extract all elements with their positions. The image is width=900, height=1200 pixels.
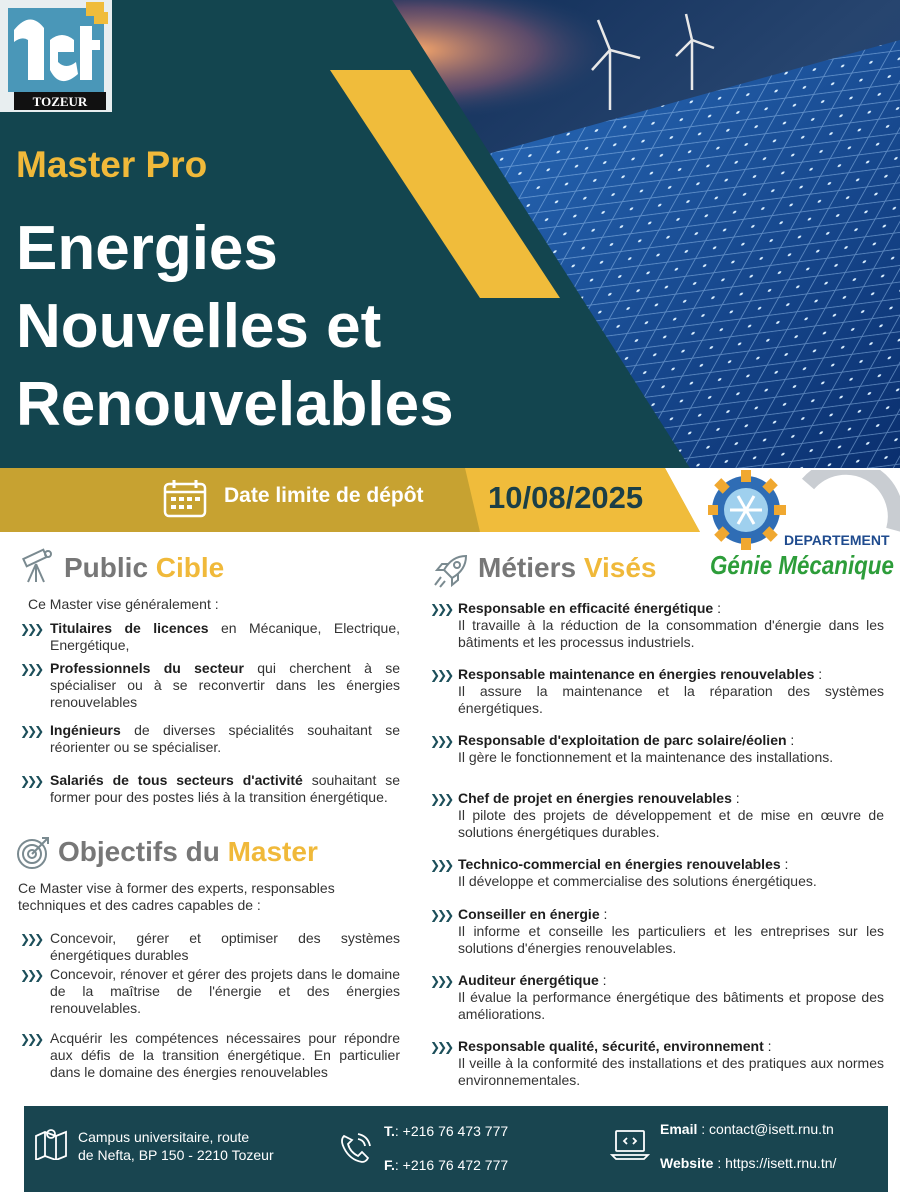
- list-item: ❯❯❯ Responsable d'exploitation de parc solaire/éolien : Il gère le fonctionnement et la maintenance des installations.: [430, 732, 834, 765]
- objectifs-title: [58, 836, 318, 868]
- title-line-3: Renouvelables: [16, 370, 454, 439]
- fax: [384, 1156, 508, 1174]
- chevron-icon: ❯❯❯: [430, 668, 452, 682]
- objectifs-list: [18, 930, 400, 1081]
- metiers-title-accent: Visés: [583, 552, 657, 583]
- email-link[interactable]: : contact@isett.rnu.tn: [697, 1121, 834, 1137]
- public-title-accent: Cible: [155, 552, 225, 583]
- fax-value[interactable]: : +216 76 472 777: [394, 1157, 509, 1173]
- logo-text: TOZEUR: [32, 94, 88, 109]
- list-item: ❯❯❯ Responsable en efficacité énergétique : Il travaille à la réduction de la consommation d'énergie dans les bâtiments et les processus industriels.: [430, 600, 884, 650]
- list-item: ❯❯❯ Ingénieurs de diverses spécialités souhaitant se réorienter ou se spécialiser.: [20, 722, 400, 755]
- title-line-1: Energies: [16, 214, 278, 283]
- list-item: ❯❯❯ Professionnels du secteur qui cherchent à se spécialiser ou à se reconvertir dans les énergies renouvelables: [20, 660, 400, 710]
- website-label: Website: [660, 1155, 714, 1171]
- email: [660, 1120, 834, 1138]
- public-title-main: Public: [64, 552, 149, 583]
- header-banner: [0, 0, 900, 468]
- tel-value[interactable]: : +216 76 473 777: [394, 1123, 509, 1139]
- phone-icon: [338, 1130, 374, 1166]
- chevron-icon: ❯❯❯: [430, 858, 452, 872]
- list-item: ❯❯❯ Chef de projet en énergies renouvelables : Il pilote des projets de développement et de mise en œuvre de solutions énergétiques durables.: [430, 790, 884, 840]
- rocket-icon: [432, 552, 470, 590]
- chevron-icon: ❯❯❯: [20, 774, 42, 788]
- metiers-title-main: Métiers: [478, 552, 577, 583]
- address-line-1: Campus universitaire, route: [78, 1129, 250, 1145]
- list-item: ❯❯❯ Auditeur énergétique : Il évalue la performance énergétique des bâtiments et propose des améliorations.: [430, 972, 884, 1022]
- calendar-icon: [162, 478, 208, 518]
- website-link[interactable]: : https://isett.rnu.tn/: [713, 1155, 837, 1171]
- list-item: ❯❯❯ Responsable qualité, sécurité, environnement : Il veille à la conformité des installations et des pratiques aux normes environnementales.: [430, 1038, 884, 1088]
- telescope-icon: [18, 548, 56, 586]
- chevron-icon: ❯❯❯: [430, 792, 452, 806]
- chevron-icon: ❯❯❯: [20, 1032, 42, 1046]
- list-item: ❯❯❯ Conseiller en énergie : Il informe et conseille les particuliers et les entreprises sur les solutions d'énergies renouvelables.: [430, 906, 884, 956]
- chevron-icon: ❯❯❯: [430, 908, 452, 922]
- list-item: ❯❯❯ Concevoir, rénover et gérer des projets dans le domaine de la maîtrise de l'énergie et des énergies renouvelables.: [20, 966, 400, 1016]
- chevron-icon: ❯❯❯: [430, 974, 452, 988]
- email-label: Email: [660, 1121, 698, 1137]
- list-item: ❯❯❯ Technico-commercial en énergies renouvelables : Il développe et commercialise des solutions énergétiques.: [430, 856, 817, 889]
- objectifs-title-accent: Master: [227, 836, 318, 867]
- list-item: ❯❯❯ Responsable maintenance en énergies renouvelables : Il assure la maintenance et la réparation des systèmes énergétiques.: [430, 666, 884, 716]
- list-item: ❯❯❯ Acquérir les compétences nécessaires pour répondre aux défis de la transition énergétique. En particulier dans le domaine des énergies renouvelables: [20, 1030, 400, 1080]
- fax-label: F.: [384, 1157, 395, 1173]
- chevron-icon: ❯❯❯: [20, 968, 42, 982]
- chevron-icon: ❯❯❯: [20, 622, 42, 636]
- subtitle: Master Pro: [16, 144, 208, 185]
- public-intro: Ce Master vise généralement :: [28, 596, 219, 612]
- tel-label: T.: [384, 1123, 395, 1139]
- department-name: Génie Mécanique: [710, 550, 894, 580]
- iset-logo: [0, 0, 112, 112]
- page-title: [16, 210, 576, 444]
- objectifs-intro: Ce Master vise à former des experts, responsables techniques et des cadres capables de :: [18, 880, 335, 913]
- deadline-label: Date limite de dépôt: [224, 484, 424, 507]
- chevron-icon: ❯❯❯: [430, 602, 452, 616]
- objectifs-title-main: Objectifs du: [58, 836, 220, 867]
- list-item: ❯❯❯ Titulaires de licences en Mécanique, Electrique, Energétique,: [20, 620, 400, 653]
- chevron-icon: ❯❯❯: [430, 734, 452, 748]
- public-list: [18, 620, 400, 806]
- footer: [24, 1106, 888, 1192]
- website: [660, 1154, 836, 1172]
- title-line-2: Nouvelles et: [16, 292, 382, 361]
- deadline-date: 10/08/2025: [488, 480, 644, 515]
- tel: [384, 1122, 508, 1140]
- list-item: ❯❯❯ Salariés de tous secteurs d'activité souhaitant se former pour des postes liés à la transition énergétique.: [20, 772, 400, 805]
- map-icon: [34, 1126, 68, 1160]
- list-item: ❯❯❯ Concevoir, gérer et optimiser des systèmes énergétiques durables: [20, 930, 400, 963]
- public-cible-title: [64, 552, 224, 584]
- chevron-icon: ❯❯❯: [20, 932, 42, 946]
- address-line-2: de Nefta, BP 150 - 2210 Tozeur: [78, 1147, 274, 1163]
- metiers-list: [428, 600, 884, 1089]
- chevron-icon: ❯❯❯: [20, 662, 42, 676]
- metiers-title: [478, 552, 657, 584]
- chevron-icon: ❯❯❯: [20, 724, 42, 738]
- chevron-icon: ❯❯❯: [430, 1040, 452, 1054]
- department-label: DEPARTEMENT: [784, 532, 890, 548]
- target-icon: [16, 834, 52, 870]
- laptop-icon: [610, 1128, 650, 1162]
